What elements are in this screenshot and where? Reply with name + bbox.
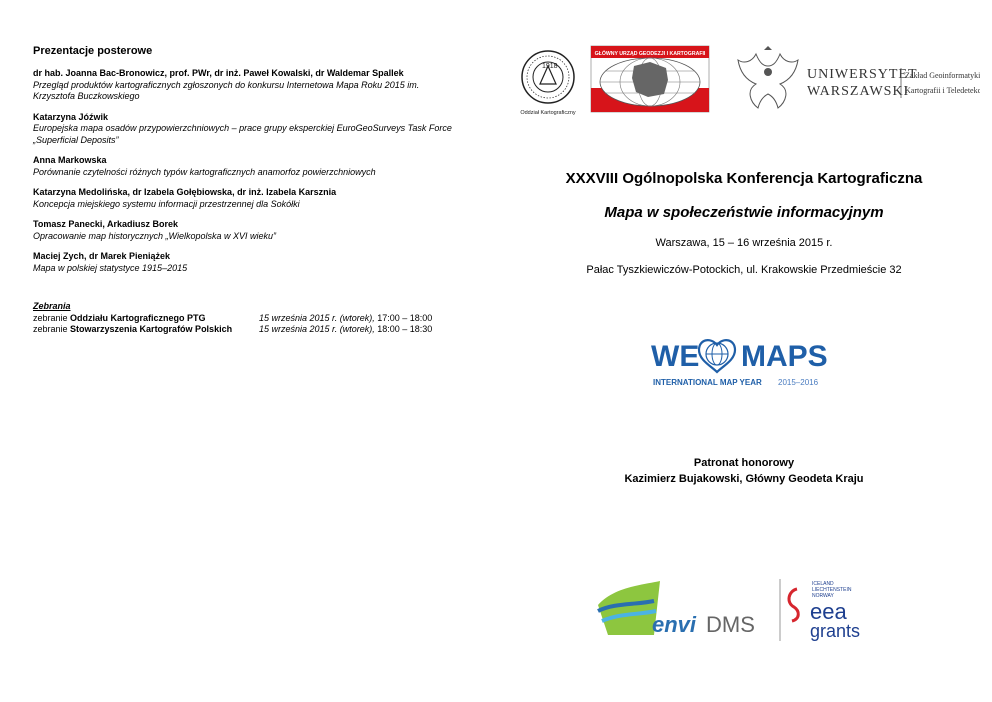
svg-text:grants: grants <box>810 621 861 641</box>
poster-item <box>33 112 463 147</box>
conference-venue: Pałac Tyszkiewiczów-Potockich, ul. Krakowskie Przedmieście 32 <box>586 264 902 276</box>
meeting-row <box>33 324 463 336</box>
gugik-logo <box>591 46 709 112</box>
patronage-label: Patronat honorowy <box>693 457 795 469</box>
svg-text:2015–2016: 2015–2016 <box>778 378 819 387</box>
svg-text:envi: envi <box>652 612 697 637</box>
left-panel <box>33 44 463 336</box>
heart-globe-icon <box>699 340 735 372</box>
logos-row <box>520 44 982 118</box>
svg-text:GŁÓWNY URZĄD GEODEZJI I KARTOG: GŁÓWNY URZĄD GEODEZJI I KARTOGRAFII <box>594 51 706 57</box>
conference-dates: Warszawa, 15 – 16 września 2015 r. <box>655 237 833 249</box>
svg-text:Zakład Geoinformatyki,: Zakład Geoinformatyki, <box>905 71 980 80</box>
patronage-name: Kazimierz Bujakowski, Główny Geodeta Kraju <box>624 473 864 485</box>
meeting-name: zebranie Oddziału Kartograficznego PTG <box>33 312 206 323</box>
poster-authors: Katarzyna Jóźwik <box>33 111 109 122</box>
svg-text:MAPS: MAPS <box>741 340 828 373</box>
meeting-row <box>33 313 463 325</box>
svg-text:WARSZAWSKI: WARSZAWSKI <box>807 84 910 99</box>
meetings-heading: Zebrania <box>33 301 71 311</box>
eea-grants-logo <box>789 581 860 641</box>
meeting-time: 18:00 – 18:30 <box>374 324 433 334</box>
meeting-date: 15 września 2015 r. (wtorek), <box>259 312 375 323</box>
svg-text:eea: eea <box>810 599 847 624</box>
poster-item <box>33 251 463 274</box>
envidms-logo <box>598 581 755 637</box>
conference-theme: Mapa w społeczeństwie informacyjnym <box>604 204 884 221</box>
svg-text:INTERNATIONAL MAP YEAR: INTERNATIONAL MAP YEAR <box>653 378 762 387</box>
svg-text:WE: WE <box>651 340 700 373</box>
logos-svg <box>520 44 980 118</box>
meeting-time: 17:00 – 18:00 <box>374 312 433 323</box>
posters-heading: Prezentacje posterowe <box>33 45 153 57</box>
poster-title: Przegląd produktów kartograficznych zgłoszonych do konkursu Internetowa Mapa Roku 2015 im. Krzysztofa Buczkowskiego <box>33 79 420 101</box>
poster-authors: Tomasz Panecki, Arkadiusz Borek <box>33 219 179 229</box>
meetings-section <box>33 301 463 336</box>
right-panel <box>496 0 992 702</box>
poster-item <box>33 187 463 210</box>
svg-text:Oddział Kartograficzny: Oddział Kartograficzny <box>520 110 576 116</box>
meeting-date: 15 września 2015 r. (wtorek), <box>259 324 375 334</box>
poster-title: Europejska mapa osadów przypowierzchniowych – prace grupy eksperckiej EuroGeoSurveys Task Force „Superficial Deposits” <box>33 123 452 145</box>
poster-item <box>33 155 463 178</box>
poster-authors: Maciej Zych, dr Marek Pieniążek <box>33 251 171 261</box>
poster-authors: Anna Markowska <box>33 155 107 165</box>
poster-authors: dr hab. Joanna Bac-Bronowicz, prof. PWr, dr inż. Paweł Kowalski, dr Waldemar Spallek <box>33 68 404 78</box>
svg-text:Kartografii i Teledetekcji: Kartografii i Teledetekcji <box>905 86 980 95</box>
uw-eagle-icon <box>738 46 798 108</box>
conference-title: XXXVIII Ogólnopolska Konferencja Kartograficzna <box>565 170 923 187</box>
svg-text:LIECHTENSTEIN: LIECHTENSTEIN <box>812 587 852 593</box>
svg-text:1918: 1918 <box>542 63 558 70</box>
patronage <box>496 455 992 487</box>
poster-list <box>33 68 463 274</box>
poster-item <box>33 68 463 103</box>
poster-title: Mapa w polskiej statystyce 1915–2015 <box>33 262 188 273</box>
svg-text:NORWAY: NORWAY <box>812 593 834 599</box>
svg-text:DMS: DMS <box>706 612 755 637</box>
meeting-name: zebranie Stowarzyszenia Kartografów Polskich <box>33 324 233 334</box>
poster-title: Opracowanie map historycznych „Wielkopolska w XVI wieku” <box>33 230 277 241</box>
svg-text:ICELAND: ICELAND <box>812 581 834 587</box>
sponsors-logos <box>594 575 894 645</box>
poster-title: Koncepcja miejskiego systemu informacji przestrzennej dla Sokółki <box>33 198 300 209</box>
ptg-logo <box>520 51 576 116</box>
wemaps-logo <box>651 333 833 393</box>
svg-text:UNIWERSYTET: UNIWERSYTET <box>807 67 918 82</box>
poster-title: Porównanie czytelności różnych typów kartograficznych anamorfoz powierzchniowych <box>33 166 376 177</box>
poster-authors: Katarzyna Medolińska, dr Izabela Gołębiowska, dr inż. Izabela Karsznia <box>33 187 337 197</box>
poster-item <box>33 219 463 242</box>
